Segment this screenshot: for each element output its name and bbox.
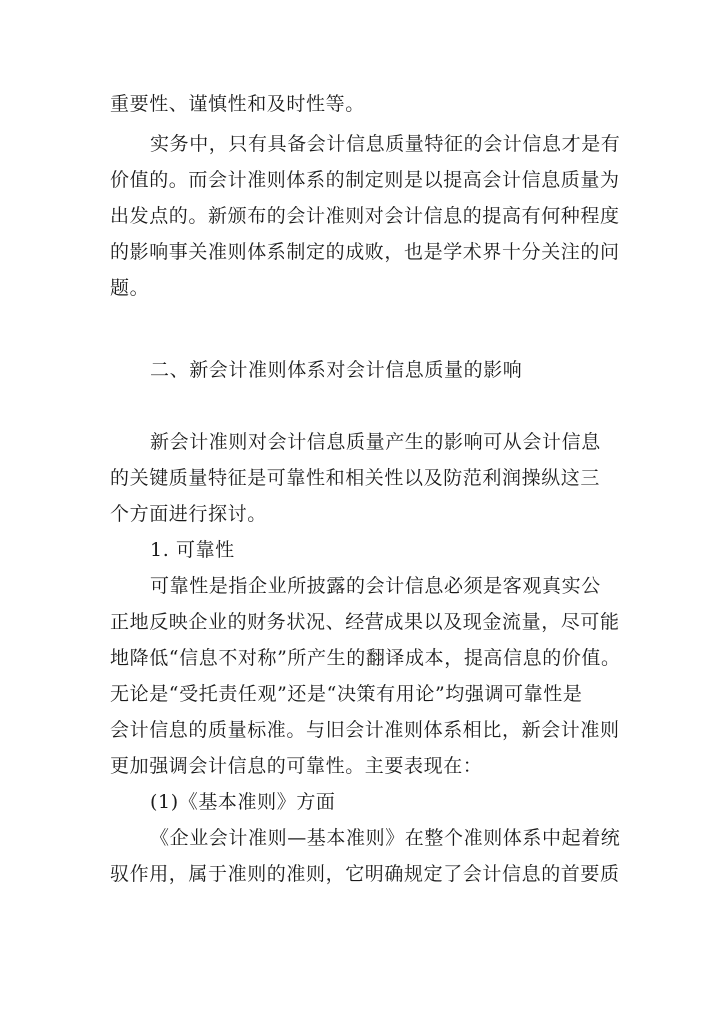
text-line: 新会计准则对会计信息质量产生的影响可从会计信息 <box>150 431 601 453</box>
section-body <box>110 424 621 892</box>
heading-text: 二、新会计准则体系对会计信息质量的影响 <box>150 359 523 381</box>
paragraph <box>110 126 621 306</box>
text-line: 实务中，只有具备会计信息质量特征的会计信息才是有 <box>150 133 621 155</box>
text-line: 会计信息的质量标准。与旧会计准则体系相比，新会计准则 <box>110 719 620 741</box>
text-line: 的影响事关准则体系制定的成败，也是学术界十分关注的问 <box>110 241 620 263</box>
section-heading <box>110 352 615 388</box>
text-line: 个方面进行探讨。 <box>110 503 267 525</box>
text-line: 出发点的。新颁布的会计准则对会计信息的提高有何种程度 <box>110 205 620 227</box>
text-line: 的关键质量特征是可靠性和相关性以及防范利润操纵这三 <box>110 467 601 489</box>
text-line: 正地反映企业的财务状况、经营成果以及现金流量，尽可能 <box>110 611 620 633</box>
text-line: 地降低“信息不对称”所产生的翻译成本，提高信息的价值。 <box>110 647 621 669</box>
subheading-text: 1. 可靠性 <box>150 539 235 561</box>
subheading-text: (1)《基本准则》方面 <box>150 791 336 813</box>
text-line: 驭作用，属于准则的准则，它明确规定了会计信息的首要质 <box>110 863 620 885</box>
text-line: 价值的。而会计准则体系的制定则是以提高会计信息质量为 <box>110 169 620 191</box>
text-line: 可靠性是指企业所披露的会计信息必须是客观真实公 <box>150 575 601 597</box>
text-line: 题。 <box>110 277 150 299</box>
paragraph-continuation <box>110 86 615 122</box>
text-line: 更加强调会计信息的可靠性。主要表现在： <box>110 755 483 777</box>
text-line: 《企业会计准则—基本准则》在整个准则体系中起着统 <box>150 827 621 849</box>
text-line: 重要性、谨慎性和及时性等。 <box>110 93 365 115</box>
text-line: 无论是“受托责任观”还是“决策有用论”均强调可靠性是 <box>110 683 583 705</box>
